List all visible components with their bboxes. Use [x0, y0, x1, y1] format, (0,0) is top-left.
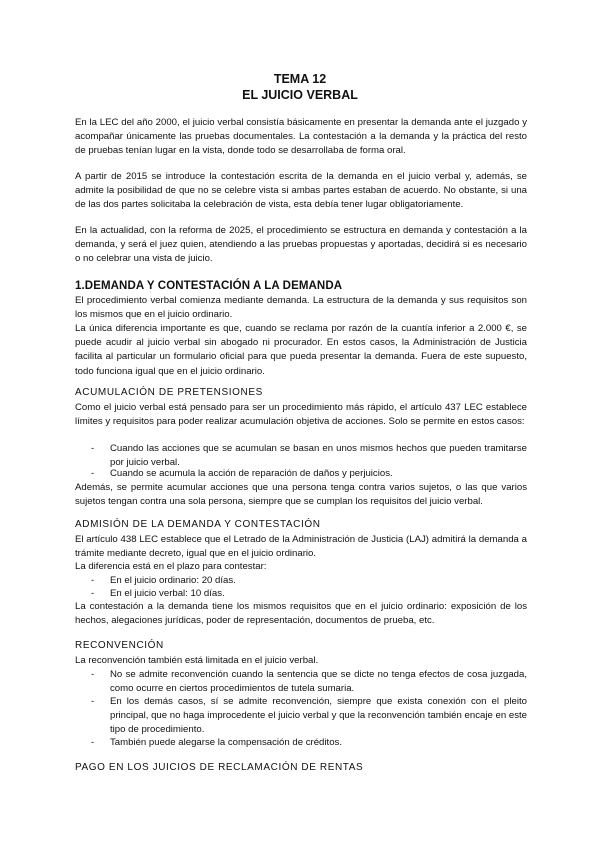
list-bullet: - — [91, 468, 95, 479]
admision-paragraph-1: El artículo 438 LEC establece que el Letrado de la Administración de Justicia (LAJ) admitirá la demanda a trámite mediante decreto, igual que en el juicio ordinario. — [75, 534, 527, 560]
list-item: En el juicio ordinario: 20 días. — [110, 575, 236, 586]
list-bullet: - — [91, 669, 95, 680]
acumulacion-paragraph-2: Además, se permite acumular acciones que una persona tenga contra varios sujetos, o las que varios sujetos tengan contra una sola persona, siempre que se cumplan los requisitos del juicio verbal. — [75, 482, 527, 508]
admision-paragraph-2: La diferencia está en el plazo para contestar: — [75, 561, 267, 572]
list-bullet: - — [91, 737, 95, 748]
intro-paragraph-1: En la LEC del año 2000, el juicio verbal consistía básicamente en presentar la demanda ante el juzgado y acompañar únicamente las pruebas documentales. La contestación a la demanda y la práctica del resto de pruebas tenían lugar en la vista, donde todo se desarrollaba de forma oral. — [75, 117, 527, 157]
reconvencion-paragraph-1: La reconvención también está limitada en el juicio verbal. — [75, 655, 319, 666]
document-title-line1: TEMA 12 — [273, 72, 327, 86]
intro-paragraph-2: A partir de 2015 se introduce la contestación escrita de la demanda en el juicio verbal y, además, se admite la posibilidad de que no se celebre vista si ambas partes estaban de acuerdo. No obstante, si una de las dos partes solicitaba la celebración de vista, esta debía tener lugar obligatoriamente. — [75, 171, 527, 211]
admision-paragraph-3: La contestación a la demanda tiene los mismos requisitos que en el juicio ordinario: exposición de los hechos, alegaciones jurídicas, poder de representación, documentos de prueba, etc. — [75, 601, 527, 627]
section1-paragraph-2: La única diferencia importante es que, cuando se reclama por razón de la cuantía inferior a 2.000 €, se puede acudir al juicio verbal sin abogado ni procurador. En estos casos, la Administración de Justicia facilita al particular un formulario oficial para que pueda presentar la demanda. Fuera de este supuesto, todo funciona igual que en el juicio ordinario. — [75, 323, 527, 377]
list-item: En los demás casos, sí se admite reconvención, siempre que exista conexión con el pleito principal, que no haga improcedente el juicio verbal y que la reconvención también encaje en este tipo de procedimiento. — [110, 696, 527, 736]
list-bullet: - — [91, 575, 95, 586]
document-title-line2: EL JUICIO VERBAL — [242, 88, 358, 102]
subheading-acumulacion: ACUMULACIÓN DE PRETENSIONES — [75, 387, 263, 398]
subheading-admision: ADMISIÓN DE LA DEMANDA Y CONTESTACIÓN — [75, 519, 321, 530]
section1-paragraph-1: El procedimiento verbal comienza mediante demanda. La estructura de la demanda y sus requisitos son los mismos que en el juicio ordinario. — [75, 295, 527, 321]
list-item: También puede alegarse la compensación de créditos. — [110, 737, 342, 748]
subheading-reconvencion: RECONVENCIÓN — [75, 640, 164, 651]
intro-paragraph-3: En la actualidad, con la reforma de 2025, el procedimiento se estructura en demanda y contestación a la demanda, y será el juez quien, atendiendo a las pruebas propuestas y aportadas, decidirá si es necesario o no celebrar una vista de juicio. — [75, 225, 527, 265]
list-item: No se admite reconvención cuando la sentencia que se dicte no tenga efectos de cosa juzgada, como ocurre en ciertos procedimientos de tutela sumaria. — [110, 669, 527, 695]
acumulacion-paragraph-1: Como el juicio verbal está pensado para ser un procedimiento más rápido, el artículo 437 LEC establece límites y requisitos para poder realizar acumulación objetiva de acciones. Solo se permite en estos casos: — [75, 402, 527, 428]
list-item: En el juicio verbal: 10 días. — [110, 588, 225, 599]
list-bullet: - — [91, 696, 95, 707]
list-item: Cuando las acciones que se acumulan se basan en unos mismos hechos que pueden tramitarse por juicio verbal. — [110, 443, 527, 469]
list-bullet: - — [91, 588, 95, 599]
subheading-pago: PAGO EN LOS JUICIOS DE RECLAMACIÓN DE RENTAS — [75, 762, 364, 773]
list-item: Cuando se acumula la acción de reparación de daños y perjuicios. — [110, 468, 393, 479]
section-heading-demanda: 1.DEMANDA Y CONTESTACIÓN A LA DEMANDA — [75, 280, 343, 292]
list-bullet: - — [91, 443, 95, 454]
